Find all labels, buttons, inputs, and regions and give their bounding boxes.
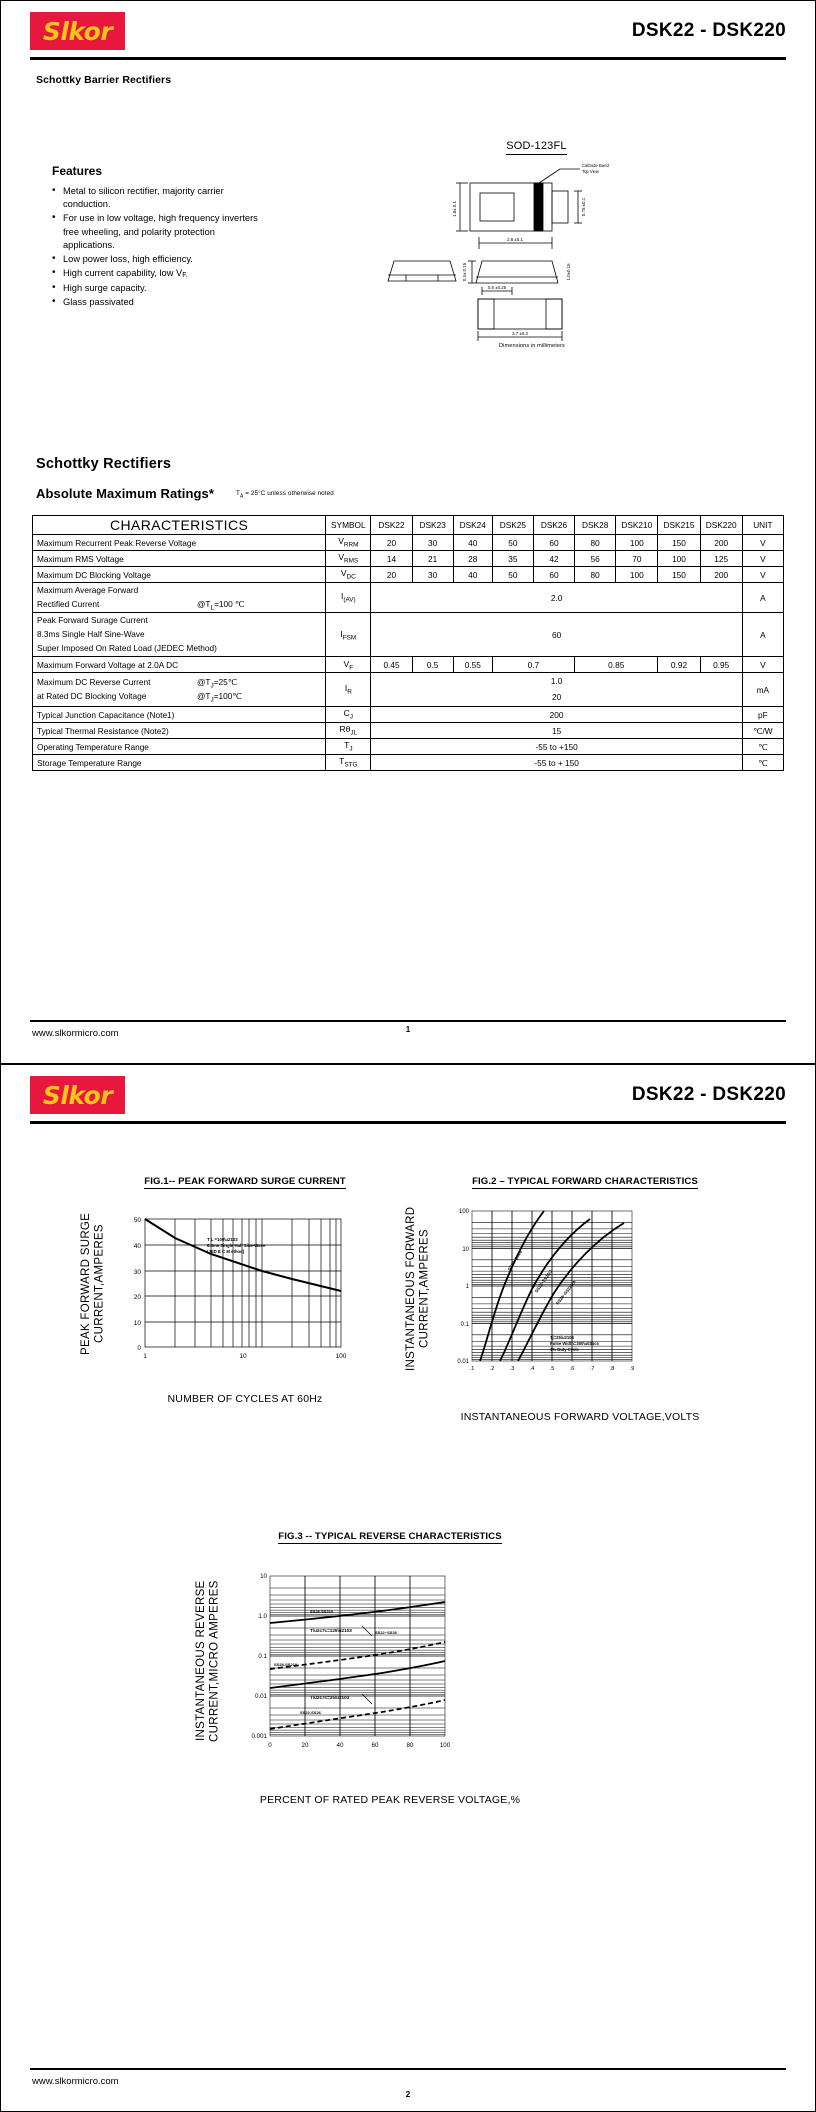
fig1-annotation-line1: T L =100\u2103: [207, 1237, 238, 1242]
fig1-ytick-10: 10: [133, 1320, 142, 1327]
fig2-annotation-line3: 1% Duty Cycle: [550, 1347, 579, 1352]
fig3-xtick-0: 0: [268, 1742, 272, 1749]
cell-symbol: $V_{RRM}$: [326, 535, 371, 551]
fig3-ytick-0.01: 0.01: [255, 1693, 268, 1700]
fig1-chart: [107, 1209, 357, 1374]
table-row: [33, 657, 784, 673]
package-drawing-block: [382, 136, 682, 349]
cell-symbol: $V_{DC}$: [326, 567, 371, 583]
package-dimension-note: Dimensions in millimeters: [499, 343, 565, 349]
cell-merged-value: 15: [371, 723, 742, 739]
cell-unit: V: [742, 657, 783, 673]
feature-item-1: • For use in low voltage, high frequency inverters free wheeling, and polarity protection applications.: [52, 212, 267, 252]
col-device-1: DSK23: [412, 516, 453, 535]
footer-website-2: www.slkormicro.com: [32, 2076, 119, 2087]
fig3-curve-label-3: SS22-SS26: [300, 1710, 322, 1715]
col-device-8: DSK220: [700, 516, 742, 535]
page-title: DSK22 - DSK220: [631, 20, 786, 41]
cell-value-2: 28: [453, 551, 492, 567]
fig2-xtick-3: .4: [529, 1366, 535, 1372]
cell-value-7: 100: [658, 551, 700, 567]
fig2-ytick-0.1: 0.1: [460, 1322, 470, 1328]
fig2-xlabel: INSTANTANEOUS FORWARD VOLTAGE,VOLTS: [460, 1411, 700, 1423]
cell-merged-value: -55 to + 150: [371, 755, 742, 771]
feature-item-0: • Metal to silicon rectifier, majority carrier conduction.: [52, 185, 267, 211]
fig3-ytick-10: 10: [260, 1573, 268, 1580]
col-device-5: DSK28: [575, 516, 616, 535]
fig3-ytick-0.001: 0.001: [251, 1733, 268, 1740]
col-device-4: DSK26: [533, 516, 574, 535]
fig3-xtick-80: 80: [406, 1742, 414, 1749]
table-row: [33, 739, 784, 755]
footer-divider-2: [30, 2068, 786, 2070]
col-device-3: DSK25: [492, 516, 533, 535]
col-device-2: DSK24: [453, 516, 492, 535]
datasheet-page-2: [0, 1064, 816, 2112]
brand-logo: [30, 12, 125, 50]
cell-unit: V: [742, 567, 783, 583]
fig2-xtick-4: .5: [549, 1366, 555, 1372]
cell-characteristic: Typical Junction Capacitance (Note1): [33, 707, 326, 723]
fig2-xtick-1: .2: [489, 1366, 495, 1372]
cell-unit: ℃: [742, 755, 783, 771]
cell-value-1: 21: [412, 551, 453, 567]
cell-value-3: 35: [492, 551, 533, 567]
absolute-maximum-ratings-header: [36, 486, 816, 501]
cell-symbol: $V_{RMS}$: [326, 551, 371, 567]
brand-logo-2: [30, 1076, 125, 1114]
cell-value-5: 80: [575, 567, 616, 583]
fig1-ytick-40: 40: [133, 1243, 142, 1250]
cell-unit: ℃/W: [742, 723, 783, 739]
fig2-xtick-7: .8: [609, 1366, 615, 1372]
fig1-plot-area: [80, 1209, 357, 1374]
cell-vf-0: 0.45: [371, 657, 412, 673]
feature-item-4: • High surge capacity.: [52, 282, 267, 295]
cell-value-6: 100: [616, 567, 658, 583]
section-title-schottky-rectifiers: Schottky Rectifiers: [36, 456, 172, 472]
cell-merged-value: 2.0: [371, 583, 742, 613]
page1-header: [0, 0, 816, 62]
cell-vf-4: 0.85: [575, 657, 658, 673]
table-row: [33, 673, 784, 707]
cell-merged-values: 1.0 20: [371, 673, 742, 707]
fig3-plot-area: [195, 1566, 502, 1771]
fig3-temp-label-1: T\u2c7c=25\u2103: [310, 1695, 350, 1700]
page-title-2: DSK22 - DSK220: [631, 1084, 786, 1105]
cell-merged-value: 200: [371, 707, 742, 723]
feature-item-5: • Glass passivated: [52, 296, 267, 309]
table-row: [33, 583, 784, 613]
fig2-annotation-line2: Pulse Width=300\u03bcs: [550, 1341, 600, 1346]
fig2-curve-label-0: SS22~SS26: [506, 1249, 524, 1272]
table-row: [33, 567, 784, 583]
table-row: [33, 535, 784, 551]
fig2-annotation-line1: Tj=25\u2103: [550, 1335, 574, 1340]
dim-right-top: 0.75 ±0.1: [581, 197, 586, 217]
cell-value-5: 56: [575, 551, 616, 567]
callout-top-view: Top View: [582, 169, 599, 174]
fig2-ylabel: INSTANTANEOUS FORWARD CURRENT,AMPERES: [405, 1206, 431, 1371]
fig3-ytick-0.1: 0.1: [258, 1653, 268, 1660]
cell-unit: pF: [742, 707, 783, 723]
package-outline-drawing: [382, 161, 682, 341]
cell-unit: V: [742, 551, 783, 567]
cell-value-7: 150: [658, 535, 700, 551]
cell-characteristic: Operating Temperature Range: [33, 739, 326, 755]
cell-symbol: $T_{STG}$: [326, 755, 371, 771]
package-name: SOD-123FL: [506, 140, 567, 155]
fig3-xlabel: PERCENT OF RATED PEAK REVERSE VOLTAGE,%: [259, 1794, 521, 1806]
cell-characteristic: Peak Forward Surage Current 8.3ms Single Half Sine-Wave Super Imposed On Rated Load (JEDEC Method): [33, 613, 326, 657]
dim-height-top: 1.8± 0.1: [452, 201, 457, 217]
fig2-title: FIG.2 – TYPICAL FORWARD CHARACTERISTICS: [472, 1176, 698, 1187]
fig3-curve-label-0: SS28-SS210: [310, 1609, 334, 1614]
fig3-xtick-60: 60: [371, 1742, 379, 1749]
fig1-ylabel: PEAK FORWARD SURGE CURRENT,AMPERES: [80, 1212, 106, 1356]
fig1-xtick-1: 1: [143, 1353, 147, 1360]
page2-header: [0, 1064, 816, 1126]
fig1-ytick-50: 50: [133, 1217, 142, 1224]
fig1-xtick-10: 10: [239, 1353, 247, 1360]
ratings-title: Absolute Maximum Ratings*: [36, 486, 215, 501]
page2-footer: [0, 2068, 816, 2112]
fig3-title: FIG.3 -- TYPICAL REVERSE CHARACTERISTICS: [278, 1531, 502, 1542]
fig3-ytick-1.0: 1.0: [258, 1613, 268, 1620]
cell-vf-1: 0.5: [412, 657, 453, 673]
fig2-plot-area: [405, 1201, 657, 1391]
cell-value-2: 40: [453, 535, 492, 551]
col-symbol: SYMBOL: [326, 516, 371, 535]
cell-value-0: 20: [371, 567, 412, 583]
cell-symbol: $I_R$: [326, 673, 371, 707]
cell-value-5: 80: [575, 535, 616, 551]
cell-value-4: 60: [533, 535, 574, 551]
page1-number: 1: [405, 1025, 411, 1034]
cell-symbol: $V_F$: [326, 657, 371, 673]
col-unit: UNIT: [742, 516, 783, 535]
cell-vf-5: 0.92: [658, 657, 700, 673]
page2-number: 2: [405, 2090, 411, 2099]
fig2-xtick-0: .1: [469, 1366, 475, 1372]
callout-cathode-band: Cathode Band: [582, 163, 609, 168]
table-header-row: [33, 516, 784, 535]
ratings-condition-note: $T_A = 25^\circ C$ unless otherwise noted: [236, 489, 334, 499]
cell-value-3: 50: [492, 535, 533, 551]
features-and-package-row: [0, 136, 816, 396]
fig3-xtick-100: 100: [439, 1742, 451, 1749]
cell-value-8: 200: [700, 535, 742, 551]
table-row: [33, 723, 784, 739]
features-heading: Features: [52, 164, 103, 178]
cell-value-0: 14: [371, 551, 412, 567]
cell-characteristic: Maximum Forward Voltage at 2.0A DC: [33, 657, 326, 673]
cell-value-7: 150: [658, 567, 700, 583]
fig1-ytick-0: 0: [137, 1345, 142, 1352]
fig1-ytick-30: 30: [133, 1269, 142, 1276]
fig1-title: FIG.1-- PEAK FORWARD SURGE CURRENT: [144, 1176, 346, 1187]
cell-value-1: 30: [412, 535, 453, 551]
cell-value-0: 20: [371, 535, 412, 551]
features-block: [52, 164, 267, 310]
dim-foot: 0.8 ±0.25: [487, 285, 507, 290]
fig2-chart: [432, 1201, 657, 1391]
features-list: [52, 185, 267, 309]
cell-value-4: 42: [533, 551, 574, 567]
cell-symbol: $I_{(AV)}$: [326, 583, 371, 613]
specifications-table: [32, 515, 784, 771]
fig3-ylabel: INSTANTANEOUS REVERSE CURRENT,MICRO AMPERES: [195, 1580, 221, 1742]
feature-item-3: • High current capability, low $V_{F.}$: [52, 267, 267, 281]
cell-symbol: $T_J$: [326, 739, 371, 755]
cell-unit: ℃: [742, 739, 783, 755]
dim-length: 3.7 ±0.2: [512, 331, 528, 336]
table-row: [33, 707, 784, 723]
cell-characteristic: Maximum Average Forward Rectified Current $@T_L=100$ ℃: [33, 583, 326, 613]
cell-symbol: $R\theta_{JL}$: [326, 723, 371, 739]
cell-symbol: $C_J$: [326, 707, 371, 723]
cell-unit: mA: [742, 673, 783, 707]
fig2-ytick-0.01: 0.01: [457, 1359, 470, 1365]
table-row: [33, 551, 784, 567]
cell-value-1: 30: [412, 567, 453, 583]
cell-characteristic: Storage Temperature Range: [33, 755, 326, 771]
cell-value-8: 200: [700, 567, 742, 583]
cell-symbol: $I_{FSM}$: [326, 613, 371, 657]
cell-vf-6: 0.95: [700, 657, 742, 673]
cell-characteristic: Maximum Recurrent Peak Reverse Voltage: [33, 535, 326, 551]
fig3-xtick-40: 40: [336, 1742, 344, 1749]
feature-item-2: • Low power loss, high efficiency.: [52, 253, 267, 266]
cell-characteristic: Maximum DC Blocking Voltage: [33, 567, 326, 583]
cell-vf-3: 0.7: [492, 657, 574, 673]
cell-value-4: 60: [533, 567, 574, 583]
cell-unit: V: [742, 535, 783, 551]
cell-characteristic: Typical Thermal Resistance (Note2): [33, 723, 326, 739]
fig2-ytick-1: 1: [465, 1284, 470, 1290]
footer-website: www.slkormicro.com: [32, 1028, 119, 1039]
dim-side-height: 0.3± 0.15: [462, 262, 467, 282]
header-divider-2: [30, 1121, 786, 1124]
col-device-0: DSK22: [371, 516, 412, 535]
fig2-ytick-10: 10: [462, 1247, 470, 1253]
cell-value-6: 100: [616, 535, 658, 551]
header-divider: [30, 57, 786, 60]
fig1-ytick-20: 20: [133, 1294, 142, 1301]
dim-width-top: 2.8 ±0.1: [507, 237, 523, 242]
fig1-annotation-line2: 8.3ms Single Half Sine-Wave: [207, 1243, 266, 1248]
brand-logo-text: Slkor: [42, 16, 113, 46]
fig1-annotation-line3: (JED E C M ethod): [207, 1249, 245, 1254]
fig3-chart: [222, 1566, 502, 1771]
cell-vf-2: 0.55: [453, 657, 492, 673]
cell-characteristic: Maximum RMS Voltage: [33, 551, 326, 567]
table-row: [33, 613, 784, 657]
col-device-7: DSK215: [658, 516, 700, 535]
fig3-curve-label-2: SS28-SS210: [274, 1662, 298, 1667]
cell-value-6: 70: [616, 551, 658, 567]
fig1-xtick-100: 100: [335, 1353, 347, 1360]
cell-merged-value: -55 to +150: [371, 739, 742, 755]
fig2-xtick-2: .3: [509, 1366, 515, 1372]
col-characteristics: CHARACTERISTICS: [33, 516, 326, 535]
fig3-temp-label-0: T\u2c7c=125\u2103: [310, 1628, 352, 1633]
document-subtitle: Schottky Barrier Rectifiers: [36, 74, 172, 86]
fig3-curve-label-1: SS22~SS26: [375, 1630, 398, 1635]
fig1-xlabel: NUMBER OF CYCLES AT 60Hz: [167, 1393, 323, 1405]
cell-value-8: 125: [700, 551, 742, 567]
brand-logo-text-2: Slkor: [42, 1080, 113, 1110]
fig2-xtick-5: .6: [569, 1366, 575, 1372]
footer-divider: [30, 1020, 786, 1022]
cell-characteristic: Maximum DC Reverse Current $@T_J=25℃$ at Rated DC Blocking Voltage $@T_J=100℃$: [33, 673, 326, 707]
cell-merged-value: 60: [371, 613, 742, 657]
fig2-curve-label-1: SS22~SS26/J: [533, 1269, 554, 1294]
fig2-xtick-6: .7: [589, 1366, 595, 1372]
cell-unit: A: [742, 613, 783, 657]
specifications-table-body: [33, 535, 784, 771]
dim-side-height2: 1.0±0.15: [566, 263, 571, 281]
fig3-xtick-20: 20: [301, 1742, 309, 1749]
fig2-curve-label-2: SS28~SS220/A: [554, 1279, 578, 1306]
col-device-6: DSK210: [616, 516, 658, 535]
fig2-ytick-100: 100: [459, 1209, 470, 1215]
fig2-xtick-8: .9: [629, 1366, 635, 1372]
cell-value-2: 40: [453, 567, 492, 583]
cell-value-3: 50: [492, 567, 533, 583]
cell-unit: A: [742, 583, 783, 613]
table-row: [33, 755, 784, 771]
